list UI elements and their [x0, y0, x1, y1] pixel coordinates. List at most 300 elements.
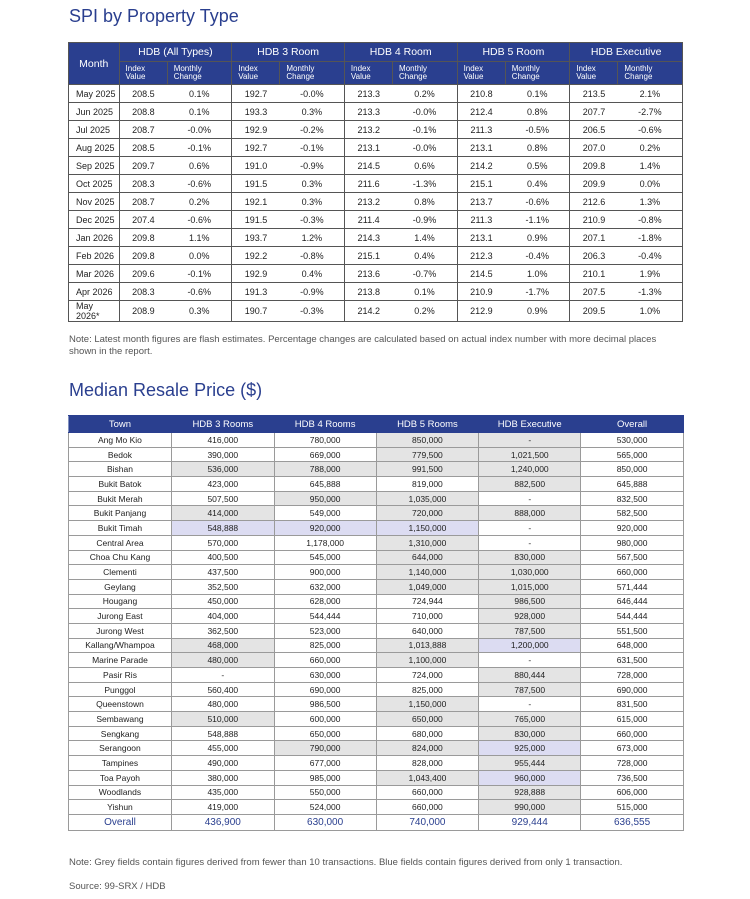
monthly-change-cell: 0.8%	[505, 139, 570, 157]
hdb-4-rooms-cell: 630,000	[274, 668, 376, 683]
index-value-cell: 212.9	[457, 301, 505, 322]
table-row	[69, 157, 683, 175]
hdb-3-rooms-cell: 419,000	[171, 800, 274, 815]
index-value-cell: 214.3	[344, 229, 392, 247]
town-cell: Bukit Panjang	[69, 506, 172, 521]
table-row	[69, 506, 684, 521]
hdb-4-rooms-cell: 780,000	[274, 433, 376, 448]
monthly-change-cell: -0.4%	[505, 247, 570, 265]
table-row	[69, 770, 684, 785]
monthly-change-cell: 0.2%	[393, 301, 458, 322]
sub-header-index: Index Value	[344, 62, 392, 85]
index-value-cell: 209.8	[119, 247, 167, 265]
month-cell: Feb 2026	[69, 247, 120, 265]
town-cell: Central Area	[69, 535, 172, 550]
hdb-4-rooms-cell: 690,000	[274, 682, 376, 697]
month-cell: Jan 2026	[69, 229, 120, 247]
hdb-5-rooms-cell: 724,000	[376, 668, 479, 683]
hdb-5-rooms-cell: 1,140,000	[376, 565, 479, 580]
monthly-change-cell: 0.3%	[280, 103, 345, 121]
hdb-4-rooms-cell: 986,500	[274, 697, 376, 712]
monthly-change-cell: -0.9%	[280, 283, 345, 301]
table-row	[69, 785, 684, 800]
monthly-change-cell: 0.2%	[618, 139, 683, 157]
index-value-cell: 191.5	[232, 211, 280, 229]
table-row	[69, 565, 684, 580]
hdb-executive-cell: -	[479, 535, 581, 550]
hdb-3-rooms-cell: 416,000	[171, 433, 274, 448]
median-table-body	[69, 433, 684, 831]
monthly-change-cell: -1.7%	[505, 283, 570, 301]
town-cell: Pasir Ris	[69, 668, 172, 683]
sub-header-index: Index Value	[570, 62, 618, 85]
index-value-cell: 191.0	[232, 157, 280, 175]
overall-cell: 645,888	[581, 477, 684, 492]
column-header-town: Town	[69, 416, 172, 433]
index-value-cell: 213.6	[344, 265, 392, 283]
overall-cell: 831,500	[581, 697, 684, 712]
monthly-change-cell: -0.8%	[618, 211, 683, 229]
town-cell: Bishan	[69, 462, 172, 477]
hdb-executive-cell: 880,444	[479, 668, 581, 683]
index-value-cell: 207.5	[570, 283, 618, 301]
table-row	[69, 521, 684, 536]
hdb-5-rooms-cell: 660,000	[376, 800, 479, 815]
overall-cell: 660,000	[581, 565, 684, 580]
monthly-change-cell: 0.1%	[505, 85, 570, 103]
hdb-executive-cell: -	[479, 521, 581, 536]
monthly-change-cell: -0.6%	[167, 175, 232, 193]
month-cell: Aug 2025	[69, 139, 120, 157]
hdb-4-rooms-cell: 900,000	[274, 565, 376, 580]
monthly-change-cell: 1.0%	[618, 301, 683, 322]
index-value-cell: 210.9	[457, 283, 505, 301]
hdb-executive-cell: 888,000	[479, 506, 581, 521]
hdb-executive-cell: 830,000	[479, 550, 581, 565]
index-value-cell: 192.7	[232, 85, 280, 103]
spi-table	[68, 42, 683, 322]
monthly-change-cell: 0.8%	[505, 103, 570, 121]
monthly-change-cell: -0.9%	[280, 157, 345, 175]
hdb-4-rooms-cell: 788,000	[274, 462, 376, 477]
sub-header-change: Monthly Change	[280, 62, 345, 85]
table-row	[69, 756, 684, 771]
hdb-executive-cell: 882,500	[479, 477, 581, 492]
table-row	[69, 638, 684, 653]
overall-cell: 551,500	[581, 623, 684, 638]
sub-header-change: Monthly Change	[505, 62, 570, 85]
index-value-cell: 192.9	[232, 265, 280, 283]
town-cell: Serangoon	[69, 741, 172, 756]
hdb-5-rooms-cell: 1,150,000	[376, 697, 479, 712]
table-row	[69, 726, 684, 741]
overall-cell: 673,000	[581, 741, 684, 756]
hdb-3-rooms-cell: 390,000	[171, 447, 274, 462]
index-value-cell: 213.3	[344, 85, 392, 103]
town-cell: Choa Chu Kang	[69, 550, 172, 565]
overall-cell: 736,500	[581, 770, 684, 785]
town-cell: Tampines	[69, 756, 172, 771]
hdb-5-rooms-cell: 1,043,400	[376, 770, 479, 785]
hdb-4-rooms-cell: 630,000	[274, 814, 376, 830]
index-value-cell: 210.8	[457, 85, 505, 103]
overall-cell: 728,000	[581, 756, 684, 771]
hdb-executive-cell: 1,021,500	[479, 447, 581, 462]
monthly-change-cell: 1.4%	[618, 157, 683, 175]
monthly-change-cell: 0.3%	[167, 301, 232, 322]
index-value-cell: 209.5	[570, 301, 618, 322]
index-value-cell: 212.3	[457, 247, 505, 265]
monthly-change-cell: -0.1%	[393, 121, 458, 139]
hdb-4-rooms-cell: 628,000	[274, 594, 376, 609]
group-header: HDB 4 Room	[344, 43, 457, 62]
index-value-cell: 213.8	[344, 283, 392, 301]
table-row	[69, 121, 683, 139]
monthly-change-cell: 0.6%	[167, 157, 232, 175]
hdb-4-rooms-cell: 550,000	[274, 785, 376, 800]
overall-cell: 544,444	[581, 609, 684, 624]
hdb-executive-cell: 928,888	[479, 785, 581, 800]
hdb-3-rooms-cell: 548,888	[171, 726, 274, 741]
index-value-cell: 209.9	[570, 175, 618, 193]
index-value-cell: 208.7	[119, 121, 167, 139]
overall-cell: 660,000	[581, 726, 684, 741]
hdb-4-rooms-cell: 1,178,000	[274, 535, 376, 550]
hdb-executive-cell: -	[479, 491, 581, 506]
monthly-change-cell: 0.1%	[393, 283, 458, 301]
table-row	[69, 103, 683, 121]
index-value-cell: 193.7	[232, 229, 280, 247]
monthly-change-cell: -0.6%	[505, 193, 570, 211]
overall-cell: 631,500	[581, 653, 684, 668]
overall-cell: 567,500	[581, 550, 684, 565]
monthly-change-cell: 0.1%	[167, 85, 232, 103]
index-value-cell: 214.2	[344, 301, 392, 322]
monthly-change-cell: 0.0%	[167, 247, 232, 265]
index-value-cell: 192.2	[232, 247, 280, 265]
hdb-3-rooms-cell: -	[171, 668, 274, 683]
index-value-cell: 209.6	[119, 265, 167, 283]
hdb-3-rooms-cell: 490,000	[171, 756, 274, 771]
hdb-3-rooms-cell: 510,000	[171, 712, 274, 727]
monthly-change-cell: 1.2%	[280, 229, 345, 247]
monthly-change-cell: -0.5%	[505, 121, 570, 139]
table-row	[69, 609, 684, 624]
hdb-3-rooms-cell: 414,000	[171, 506, 274, 521]
index-value-cell: 208.5	[119, 85, 167, 103]
table-row	[69, 491, 684, 506]
table-row	[69, 623, 684, 638]
monthly-change-cell: -0.6%	[167, 211, 232, 229]
town-cell: Jurong West	[69, 623, 172, 638]
index-value-cell: 213.2	[344, 121, 392, 139]
hdb-4-rooms-cell: 632,000	[274, 579, 376, 594]
monthly-change-cell: -0.0%	[393, 103, 458, 121]
monthly-change-cell: -1.8%	[618, 229, 683, 247]
source-note: Source: 99-SRX / HDB	[69, 881, 166, 892]
monthly-change-cell: -0.9%	[393, 211, 458, 229]
index-value-cell: 211.6	[344, 175, 392, 193]
monthly-change-cell: -1.1%	[505, 211, 570, 229]
table-row	[69, 682, 684, 697]
hdb-executive-cell: 830,000	[479, 726, 581, 741]
overall-cell: 646,444	[581, 594, 684, 609]
overall-cell: 565,000	[581, 447, 684, 462]
town-cell: Clementi	[69, 565, 172, 580]
monthly-change-cell: 0.2%	[393, 85, 458, 103]
month-cell: Mar 2026	[69, 265, 120, 283]
sub-header-index: Index Value	[457, 62, 505, 85]
hdb-executive-cell: 1,030,000	[479, 565, 581, 580]
group-header: HDB Executive	[570, 43, 683, 62]
median-note: Note: Grey fields contain figures derived from fewer than 10 transactions. Blue fields contain figures derived from only 1 transaction.	[69, 857, 623, 868]
column-header-executive: HDB Executive	[479, 416, 581, 433]
index-value-cell: 206.5	[570, 121, 618, 139]
hdb-4-rooms-cell: 669,000	[274, 447, 376, 462]
monthly-change-cell: 0.0%	[618, 175, 683, 193]
monthly-change-cell: -0.1%	[280, 139, 345, 157]
index-value-cell: 191.3	[232, 283, 280, 301]
table-row	[69, 211, 683, 229]
hdb-5-rooms-cell: 828,000	[376, 756, 479, 771]
table-row	[69, 139, 683, 157]
month-cell: Apr 2026	[69, 283, 120, 301]
hdb-3-rooms-cell: 400,500	[171, 550, 274, 565]
hdb-3-rooms-cell: 468,000	[171, 638, 274, 653]
index-value-cell: 211.4	[344, 211, 392, 229]
sub-header-change: Monthly Change	[167, 62, 232, 85]
hdb-5-rooms-cell: 640,000	[376, 623, 479, 638]
hdb-3-rooms-cell: 560,400	[171, 682, 274, 697]
monthly-change-cell: 1.4%	[393, 229, 458, 247]
overall-cell: 648,000	[581, 638, 684, 653]
overall-cell: 690,000	[581, 682, 684, 697]
column-header-4-rooms: HDB 4 Rooms	[274, 416, 376, 433]
town-cell: Queenstown	[69, 697, 172, 712]
table-row	[69, 265, 683, 283]
hdb-executive-cell: 960,000	[479, 770, 581, 785]
month-cell: Oct 2025	[69, 175, 120, 193]
overall-cell: 920,000	[581, 521, 684, 536]
index-value-cell: 210.9	[570, 211, 618, 229]
overall-cell: 571,444	[581, 579, 684, 594]
monthly-change-cell: -0.3%	[280, 301, 345, 322]
monthly-change-cell: -0.7%	[393, 265, 458, 283]
hdb-executive-cell: 787,500	[479, 682, 581, 697]
monthly-change-cell: -2.7%	[618, 103, 683, 121]
hdb-executive-cell: 955,444	[479, 756, 581, 771]
index-value-cell: 211.3	[457, 211, 505, 229]
hdb-3-rooms-cell: 435,000	[171, 785, 274, 800]
monthly-change-cell: 1.0%	[505, 265, 570, 283]
index-value-cell: 212.6	[570, 193, 618, 211]
index-value-cell: 208.5	[119, 139, 167, 157]
town-cell: Yishun	[69, 800, 172, 815]
monthly-change-cell: 1.1%	[167, 229, 232, 247]
hdb-3-rooms-cell: 437,500	[171, 565, 274, 580]
index-value-cell: 209.7	[119, 157, 167, 175]
index-value-cell: 208.3	[119, 175, 167, 193]
table-row	[69, 301, 683, 322]
hdb-3-rooms-cell: 548,888	[171, 521, 274, 536]
hdb-executive-cell: 928,000	[479, 609, 581, 624]
hdb-4-rooms-cell: 985,000	[274, 770, 376, 785]
index-value-cell: 208.8	[119, 103, 167, 121]
monthly-change-cell: -1.3%	[618, 283, 683, 301]
table-row	[69, 247, 683, 265]
hdb-executive-cell: 986,500	[479, 594, 581, 609]
group-header: HDB (All Types)	[119, 43, 232, 62]
hdb-executive-cell: 765,000	[479, 712, 581, 727]
hdb-executive-cell: 1,200,000	[479, 638, 581, 653]
index-value-cell: 214.5	[344, 157, 392, 175]
index-value-cell: 208.3	[119, 283, 167, 301]
hdb-4-rooms-cell: 524,000	[274, 800, 376, 815]
index-value-cell: 190.7	[232, 301, 280, 322]
hdb-3-rooms-cell: 362,500	[171, 623, 274, 638]
monthly-change-cell: 0.6%	[393, 157, 458, 175]
hdb-executive-cell: 1,240,000	[479, 462, 581, 477]
month-cell: Jul 2025	[69, 121, 120, 139]
hdb-executive-cell: 990,000	[479, 800, 581, 815]
table-row	[69, 433, 684, 448]
table-row	[69, 579, 684, 594]
overall-cell: 636,555	[581, 814, 684, 830]
table-row	[69, 741, 684, 756]
hdb-3-rooms-cell: 450,000	[171, 594, 274, 609]
overall-cell: 615,000	[581, 712, 684, 727]
monthly-change-cell: 0.3%	[280, 175, 345, 193]
monthly-change-cell: -0.6%	[618, 121, 683, 139]
overall-cell: 515,000	[581, 800, 684, 815]
sub-header-change: Monthly Change	[618, 62, 683, 85]
table-row	[69, 800, 684, 815]
hdb-5-rooms-cell: 720,000	[376, 506, 479, 521]
monthly-change-cell: 0.1%	[167, 103, 232, 121]
hdb-3-rooms-cell: 436,900	[171, 814, 274, 830]
index-value-cell: 213.3	[344, 103, 392, 121]
hdb-executive-cell: -	[479, 653, 581, 668]
median-title: Median Resale Price ($)	[69, 380, 263, 400]
table-row	[69, 85, 683, 103]
monthly-change-cell: -0.4%	[618, 247, 683, 265]
hdb-4-rooms-cell: 790,000	[274, 741, 376, 756]
monthly-change-cell: -0.6%	[167, 283, 232, 301]
table-row	[69, 550, 684, 565]
index-value-cell: 209.8	[119, 229, 167, 247]
monthly-change-cell: 0.4%	[280, 265, 345, 283]
table-row	[69, 697, 684, 712]
hdb-4-rooms-cell: 549,000	[274, 506, 376, 521]
sub-header-change: Monthly Change	[393, 62, 458, 85]
monthly-change-cell: 0.5%	[505, 157, 570, 175]
hdb-3-rooms-cell: 380,000	[171, 770, 274, 785]
town-cell: Punggol	[69, 682, 172, 697]
monthly-change-cell: 1.3%	[618, 193, 683, 211]
index-value-cell: 192.1	[232, 193, 280, 211]
table-row	[69, 229, 683, 247]
index-value-cell: 209.8	[570, 157, 618, 175]
spi-title: SPI by Property Type	[69, 6, 239, 26]
hdb-4-rooms-cell: 950,000	[274, 491, 376, 506]
monthly-change-cell: 0.9%	[505, 229, 570, 247]
hdb-4-rooms-cell: 544,444	[274, 609, 376, 624]
hdb-3-rooms-cell: 507,500	[171, 491, 274, 506]
hdb-5-rooms-cell: 650,000	[376, 712, 479, 727]
spi-note: Note: Latest month figures are flash estimates. Percentage changes are calculated based on actual index number with more decimal places shown in the report.	[69, 334, 657, 357]
table-row	[69, 594, 684, 609]
index-value-cell: 207.1	[570, 229, 618, 247]
month-cell: Nov 2025	[69, 193, 120, 211]
overall-cell: 980,000	[581, 535, 684, 550]
hdb-5-rooms-cell: 850,000	[376, 433, 479, 448]
index-value-cell: 215.1	[457, 175, 505, 193]
monthly-change-cell: 0.9%	[505, 301, 570, 322]
hdb-5-rooms-cell: 724,944	[376, 594, 479, 609]
town-cell: Sembawang	[69, 712, 172, 727]
monthly-change-cell: 0.4%	[505, 175, 570, 193]
index-value-cell: 210.1	[570, 265, 618, 283]
month-cell: Jun 2025	[69, 103, 120, 121]
hdb-executive-cell: 925,000	[479, 741, 581, 756]
sub-header-index: Index Value	[232, 62, 280, 85]
table-row	[69, 447, 684, 462]
hdb-5-rooms-cell: 660,000	[376, 785, 479, 800]
index-value-cell: 191.5	[232, 175, 280, 193]
month-cell: Sep 2025	[69, 157, 120, 175]
group-header: HDB 3 Room	[232, 43, 345, 62]
monthly-change-cell: -0.1%	[167, 265, 232, 283]
hdb-3-rooms-cell: 404,000	[171, 609, 274, 624]
hdb-5-rooms-cell: 740,000	[376, 814, 479, 830]
index-value-cell: 215.1	[344, 247, 392, 265]
hdb-4-rooms-cell: 523,000	[274, 623, 376, 638]
hdb-5-rooms-cell: 991,500	[376, 462, 479, 477]
hdb-5-rooms-cell: 710,000	[376, 609, 479, 624]
table-row	[69, 653, 684, 668]
month-cell: May 2025	[69, 85, 120, 103]
hdb-5-rooms-cell: 1,035,000	[376, 491, 479, 506]
hdb-executive-cell: 929,444	[479, 814, 581, 830]
index-value-cell: 213.2	[344, 193, 392, 211]
hdb-3-rooms-cell: 480,000	[171, 697, 274, 712]
hdb-executive-cell: 787,500	[479, 623, 581, 638]
group-header: HDB 5 Room	[457, 43, 570, 62]
month-header: Month	[69, 43, 120, 85]
table-row	[69, 175, 683, 193]
hdb-5-rooms-cell: 644,000	[376, 550, 479, 565]
hdb-executive-cell: -	[479, 697, 581, 712]
monthly-change-cell: 0.4%	[393, 247, 458, 265]
index-value-cell: 213.1	[457, 139, 505, 157]
monthly-change-cell: 1.9%	[618, 265, 683, 283]
table-row	[69, 193, 683, 211]
column-header-5-rooms: HDB 5 Rooms	[376, 416, 479, 433]
index-value-cell: 208.7	[119, 193, 167, 211]
month-cell: Dec 2025	[69, 211, 120, 229]
overall-cell: 606,000	[581, 785, 684, 800]
monthly-change-cell: -0.0%	[167, 121, 232, 139]
table-row	[69, 283, 683, 301]
monthly-change-cell: 0.2%	[167, 193, 232, 211]
index-value-cell: 213.1	[457, 229, 505, 247]
table-row	[69, 668, 684, 683]
hdb-5-rooms-cell: 1,100,000	[376, 653, 479, 668]
overall-cell: 850,000	[581, 462, 684, 477]
monthly-change-cell: -0.2%	[280, 121, 345, 139]
monthly-change-cell: -0.0%	[280, 85, 345, 103]
hdb-5-rooms-cell: 680,000	[376, 726, 479, 741]
